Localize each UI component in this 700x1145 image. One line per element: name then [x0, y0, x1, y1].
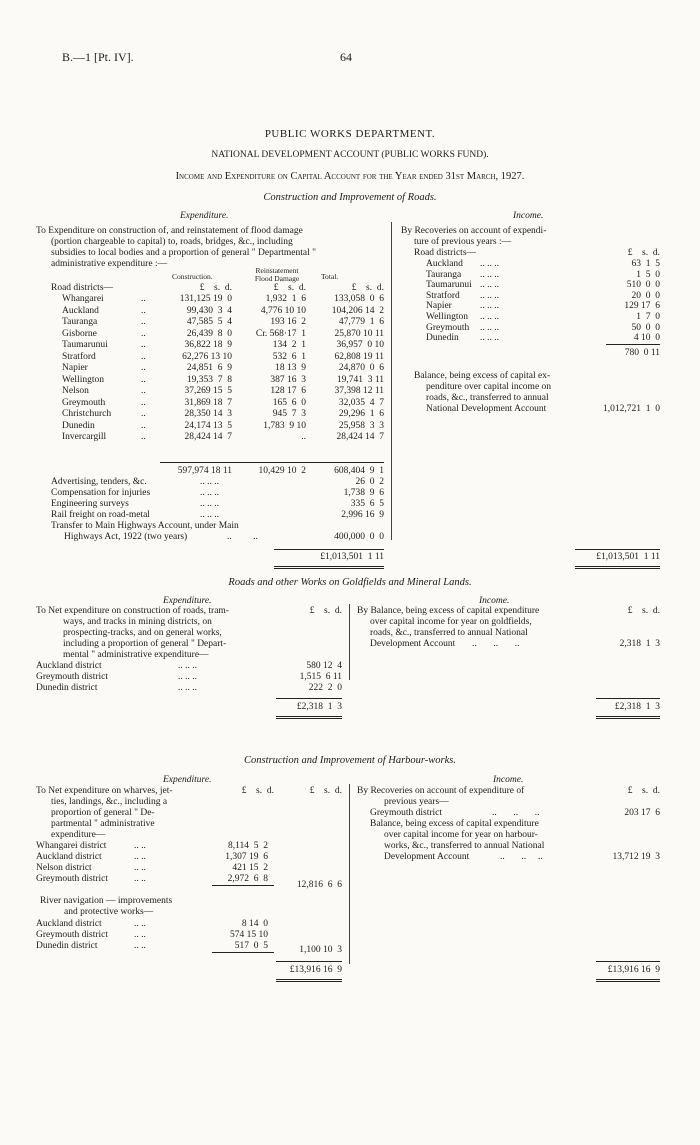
roads-section-title: Construction and Improvement of Roads. — [263, 192, 437, 203]
district-name: Nelson — [62, 386, 89, 396]
harbour-subtotal-wharves: 12,816 6 6 — [296, 880, 342, 890]
reinstatement-value: 193 16 2 — [270, 317, 306, 327]
harbour-balance-line: Development Account — [384, 852, 470, 862]
goldfields-income-line: By Balance, being excess of capital expenditure — [357, 606, 540, 616]
harbour-district-name: Whangarei district — [36, 841, 107, 851]
reinstatement-value: 387 16 3 — [270, 374, 306, 385]
roads-intro-line: administrative expenditure :— — [51, 259, 168, 269]
income-district-name: Napier — [426, 301, 452, 312]
total-value: 24,870 0 6 — [338, 363, 384, 373]
lsd-header-detail: £ s. d. — [241, 786, 274, 796]
harbour-income-rule — [596, 961, 660, 962]
construction-value: 19,353 7 8 — [186, 374, 232, 385]
reinstatement-value: Cr. 568·17 1 — [255, 328, 306, 339]
roads-total-double-rule — [274, 566, 384, 569]
recoveries-line: ture of previous years :— — [414, 237, 512, 247]
goldfields-expenditure-total: £2,318 1 3 — [296, 702, 342, 712]
leader-dots: .. .. .. — [178, 683, 197, 693]
goldfields-district-name: Auckland district — [36, 661, 102, 671]
recoveries-line: By Recoveries on account of expendi- — [401, 226, 547, 236]
total-value: 19,741 3 11 — [336, 374, 384, 385]
construction-value: 31,869 18 7 — [184, 397, 232, 408]
harbour-district-name: Auckland district — [36, 852, 102, 862]
reinstatement-value: 134 2 1 — [272, 340, 306, 350]
roads-intro-line: subsidies to local bodies and a proportion of general " Departmental " — [51, 248, 316, 258]
other-expense-value: 335 6 5 — [350, 499, 384, 509]
leader-dots: .. .. .. — [178, 672, 197, 682]
goldfields-income-total: £2,318 1 3 — [614, 702, 660, 712]
goldfields-section-title: Roads and other Works on Goldfields and Mineral Lands. — [228, 577, 472, 588]
leader-dots: .. — [141, 363, 146, 373]
subtotal-construction: 597,974 18 11 — [177, 466, 232, 476]
roads-expenditure-heading: Expenditure. — [180, 211, 229, 221]
goldfields-total-rule — [276, 698, 342, 699]
goldfields-expenditure-heading: Expenditure. — [163, 596, 212, 606]
lsd-header: £ s. d. — [627, 786, 660, 796]
goldfields-intro-line: To Net expenditure on construction of roads, tram- — [36, 606, 229, 616]
total-value: 32,035 4 7 — [338, 397, 384, 408]
harbour-income-row-label: Greymouth district — [370, 808, 443, 818]
river-district-name: Dunedin district — [36, 941, 98, 951]
leader-dots: .. — [141, 374, 146, 385]
river-district-name: Auckland district — [36, 919, 102, 929]
district-name: Invercargill — [62, 432, 107, 442]
roads-intro-line: (portion chargeable to capital) to, roads, bridges, &c., including — [51, 237, 293, 247]
leader-dots: .. .. .. — [480, 301, 499, 312]
income-value: 1 5 0 — [636, 269, 660, 280]
leader-dots: .. .. .. — [200, 510, 219, 520]
income-value: 1 7 0 — [636, 312, 660, 322]
roads-column-divider — [391, 222, 392, 540]
leader-dots: .. .. .. — [480, 269, 499, 280]
total-value: 36,957 0 10 — [336, 340, 384, 350]
leader-dots: .. — [141, 420, 146, 431]
reinstatement-value: 18 13 9 — [275, 363, 306, 373]
leader-dots: .. .. .. — [480, 322, 499, 333]
lsd-header-total: £ s. d. — [351, 283, 384, 293]
leader-dots: .. .. .. — [472, 639, 520, 649]
goldfields-income-amount: 2,318 1 3 — [619, 639, 660, 649]
income-district-name: Stratford — [426, 290, 460, 301]
page-number: 64 — [340, 50, 352, 64]
district-name: Taumarunui — [62, 340, 108, 350]
leader-dots: .. .. — [134, 841, 146, 851]
leader-dots: .. .. .. — [178, 661, 197, 671]
reinstatement-value: 128 17 6 — [270, 386, 306, 396]
leader-dots: .. — [141, 409, 146, 419]
goldfields-district-value: 1,515 6 11 — [299, 672, 342, 682]
harbour-district-value: 421 15 2 — [232, 863, 268, 873]
lsd-header: £ s. d. — [627, 606, 660, 616]
goldfields-district-value: 222 2 0 — [308, 683, 342, 693]
harbour-double-rule — [276, 979, 342, 982]
construction-value: 37,269 15 5 — [184, 386, 232, 396]
harbour-income-heading: Income. — [493, 775, 524, 785]
harbour-recoveries-line: By Recoveries on account of expenditure of — [357, 786, 525, 796]
district-name: Stratford — [62, 351, 96, 362]
leader-dots: .. .. — [134, 930, 146, 940]
district-name: Tauranga — [62, 317, 98, 327]
leader-dots: .. .. — [134, 919, 146, 929]
harbour-intro-line: To Net expenditure on wharves, jet- — [36, 786, 173, 796]
goldfields-income-heading: Income. — [479, 596, 510, 606]
leader-dots: .. .. — [134, 863, 146, 873]
income-value: 510 0 0 — [626, 280, 660, 291]
leader-dots: .. .. .. — [200, 488, 219, 498]
balance-line: roads, &c., transferred to annual — [426, 393, 549, 403]
total-value: 37,398 12 11 — [334, 386, 384, 396]
harbour-balance-amount: 13,712 19 3 — [612, 852, 660, 862]
harbour-income-row-value: 203 17 6 — [624, 808, 660, 818]
leader-dots: .. .. .. — [492, 808, 540, 818]
goldfields-intro-line: ways, and tracks in mining districts, on — [63, 617, 212, 627]
balance-line: Balance, being excess of capital ex- — [414, 371, 551, 381]
harbour-column-divider — [349, 784, 350, 964]
river-district-name: Greymouth district — [36, 930, 109, 940]
goldfields-double-rule — [276, 716, 342, 719]
col-header-construction: Construction. — [172, 272, 213, 281]
income-subtotal-rule — [606, 344, 660, 345]
harbour-intro-line: expenditure— — [51, 830, 106, 840]
col-header-reinstatement: Reinstatement Flood Damage — [254, 266, 300, 283]
balance-amount: 1,012,721 1 0 — [603, 404, 660, 414]
income-value: 20 0 0 — [631, 290, 660, 301]
construction-value: 36,822 18 9 — [184, 340, 232, 350]
leader-dots: .. .. .. — [480, 333, 499, 344]
construction-value: 62,276 13 10 — [182, 351, 232, 362]
district-name: Christchurch — [62, 409, 112, 419]
harbour-district-value: 2,972 6 8 — [227, 874, 268, 884]
goldfields-intro-line: including a proportion of general " Depart- — [63, 639, 227, 649]
roads-expenditure-total: £1,013,501 1 11 — [320, 552, 384, 562]
roads-total-rule — [274, 549, 384, 550]
harbour-intro-line: ties, landings, &c., including a — [51, 797, 168, 807]
total-value: 62,808 19 11 — [334, 351, 384, 362]
reinstatement-value: .. — [301, 432, 306, 442]
leader-dots: .. .. — [134, 852, 146, 862]
reinstatement-value: 1,932 1 6 — [265, 294, 306, 304]
harbour-subtotal-river: 1,100 10 3 — [299, 945, 342, 955]
total-value: 28,424 14 7 — [336, 432, 384, 442]
lsd-header-construction: £ s. d. — [199, 283, 232, 293]
goldfields-district-value: 580 12 4 — [306, 661, 342, 671]
other-expense-label: Rail freight on road-metal — [51, 510, 150, 520]
subtotal-total: 608,404 9 1 — [334, 466, 384, 476]
transfer-line: Highways Act, 1922 (two years) — [64, 532, 188, 542]
leader-dots: .. — [141, 328, 146, 339]
construction-value: 24,174 13 5 — [184, 420, 232, 431]
leader-dots: .. — [141, 294, 146, 304]
income-subtotal: 780 0 11 — [624, 348, 660, 358]
goldfields-income-line: over capital income for year on goldfields, — [370, 617, 532, 627]
construction-value: 24,851 6 9 — [186, 363, 232, 373]
account-title: NATIONAL DEVELOPMENT ACCOUNT (PUBLIC WORKS FUND). — [211, 150, 489, 160]
leader-dots: .. — [141, 305, 146, 316]
harbour-district-name: Greymouth district — [36, 874, 109, 884]
district-name: Gisborne — [62, 328, 97, 339]
roads-income-heading: Income. — [513, 211, 544, 221]
roads-income-total: £1,013,501 1 11 — [596, 552, 660, 562]
goldfields-intro-line: mental " administrative expenditure— — [63, 650, 209, 660]
income-district-name: Wellington — [426, 312, 468, 322]
river-district-value: 8 14 0 — [241, 919, 268, 929]
road-districts-label: Road districts— — [51, 283, 114, 293]
leader-dots: .. — [141, 317, 146, 327]
harbour-recoveries-line: previous years— — [384, 797, 449, 807]
construction-value: 99,430 3 4 — [186, 305, 232, 316]
river-navigation-line: and protective works— — [64, 907, 154, 917]
total-value: 133,058 0 6 — [334, 294, 384, 304]
col-header-total: Total. — [321, 272, 339, 281]
harbour-district-name: Nelson district — [36, 863, 92, 873]
total-value: 47,779 1 6 — [338, 317, 384, 327]
goldfields-column-divider — [349, 604, 350, 680]
district-name: Dunedin — [62, 420, 95, 431]
reinstatement-value: 945 7 3 — [272, 409, 306, 419]
construction-value: 131,125 19 0 — [179, 294, 232, 304]
harbour-balance-line: over capital income for year on harbour- — [384, 830, 538, 840]
leader-dots: .. .. .. — [200, 499, 219, 509]
other-expense-value: 1,738 9 6 — [343, 488, 384, 498]
leader-dots: .. .. .. — [480, 312, 499, 322]
construction-value: 26,439 8 0 — [186, 328, 232, 339]
leader-dots: .. .. .. — [480, 290, 499, 301]
income-value: 50 0 0 — [631, 322, 660, 333]
harbour-intro-line: partmental " administrative — [51, 819, 155, 829]
lsd-header-total: £ s. d. — [309, 786, 342, 796]
income-district-name: Auckland — [426, 259, 463, 269]
total-value: 29,296 1 6 — [338, 409, 384, 419]
department-title: PUBLIC WORKS DEPARTMENT. — [264, 128, 436, 140]
river-district-value: 517 0 5 — [234, 941, 268, 951]
goldfields-income-line: roads, &c., transferred to annual National — [370, 628, 528, 638]
subtotal-reinstatement: 10,429 10 2 — [258, 466, 306, 476]
river-subtotal-rule — [212, 952, 274, 953]
income-total-double-rule — [575, 566, 660, 569]
total-value: 25,870 10 11 — [334, 328, 384, 339]
income-value: 4 10 0 — [633, 333, 660, 344]
road-districts-label: Road districts— — [414, 248, 477, 258]
construction-value: 47,585 5 4 — [186, 317, 232, 327]
harbour-balance-line: works, &c., transferred to annual National — [384, 841, 545, 851]
construction-value: 28,350 14 3 — [184, 409, 232, 419]
district-name: Auckland — [62, 305, 99, 316]
transfer-line: Transfer to Main Highways Account, under Main — [51, 521, 239, 531]
leader-dots: .. — [141, 432, 146, 442]
income-total-rule — [575, 549, 660, 550]
harbour-intro-line: proportion of general " De- — [51, 808, 155, 818]
statement-title: Income and Expenditure on Capital Account for the Year ended 31st March, 1927. — [175, 171, 525, 182]
harbour-total-rule — [276, 961, 342, 962]
harbour-balance-line: Balance, being excess of capital expenditure — [370, 819, 539, 829]
reinstatement-value: 165 6 0 — [272, 397, 306, 408]
harbour-subtotal-rule — [212, 885, 274, 886]
total-value: 104,206 14 2 — [331, 305, 384, 316]
lsd-header: £ s. d. — [309, 606, 342, 616]
river-district-value: 574 15 10 — [230, 930, 268, 940]
leader-dots: .. — [141, 340, 146, 350]
goldfields-district-name: Greymouth district — [36, 672, 109, 682]
leader-dots: .. .. .. — [480, 259, 499, 269]
balance-line: penditure over capital income on — [426, 382, 552, 392]
district-name: Greymouth — [62, 397, 106, 408]
goldfields-district-name: Dunedin district — [36, 683, 98, 693]
harbour-district-value: 8,114 5 2 — [227, 841, 268, 851]
harbour-income-total: £13,916 16 9 — [607, 965, 660, 975]
leader-dots: .. .. .. — [480, 280, 499, 291]
transfer-amount: 400,000 0 0 — [334, 532, 384, 542]
income-district-name: Tauranga — [426, 269, 462, 280]
leader-dots: .. — [141, 351, 146, 362]
reinstatement-value: 532 6 1 — [272, 351, 306, 362]
balance-line: National Development Account — [426, 404, 547, 414]
other-expense-value: 2,996 16 9 — [341, 510, 384, 520]
district-name: Wellington — [62, 374, 104, 385]
other-expense-label: Engineering surveys — [51, 499, 129, 509]
district-name: Napier — [62, 363, 88, 373]
harbour-expenditure-heading: Expenditure. — [163, 775, 212, 785]
leader-dots: .. .. .. — [200, 477, 219, 487]
leader-dots: .. .. — [134, 874, 146, 884]
district-name: Whangarei — [62, 294, 104, 304]
reinstatement-value: 1,783 9 10 — [263, 420, 306, 431]
harbour-expenditure-total: £13,916 16 9 — [289, 965, 342, 975]
roads-intro-line: To Expenditure on construction of, and reinstatement of flood damage — [36, 226, 303, 236]
income-value: 129 17 6 — [624, 301, 660, 312]
other-expense-value: 26 0 2 — [355, 477, 384, 487]
other-expense-label: Compensation for injuries — [51, 488, 151, 498]
income-district-name: Greymouth — [426, 322, 470, 333]
leader-dots: .. — [141, 386, 146, 396]
construction-value: 28,424 14 7 — [184, 432, 232, 442]
roads-subtotal-rule — [160, 462, 384, 463]
river-navigation-line: River navigation — improvements — [40, 896, 173, 906]
goldfields-income-line: Development Account — [370, 639, 456, 649]
leader-dots: .. .. .. — [500, 852, 543, 862]
other-expense-label: Advertising, tenders, &c. — [51, 477, 147, 487]
leader-dots: .. .. — [134, 941, 146, 951]
lsd-header-reinstatement: £ s. d. — [273, 283, 306, 293]
harbour-income-double-rule — [596, 979, 660, 982]
harbour-section-title: Construction and Improvement of Harbour-works. — [243, 755, 456, 766]
income-district-name: Dunedin — [426, 333, 459, 344]
goldfields-income-double-rule — [596, 716, 660, 719]
lsd-header-income: £ s. d. — [627, 248, 660, 258]
income-district-name: Taumarunui — [426, 280, 472, 291]
report-reference: B.—1 [Pt. IV]. — [62, 50, 134, 64]
harbour-district-value: 1,307 19 6 — [225, 852, 268, 862]
goldfields-intro-line: prospecting-tracks, and on general works, — [63, 628, 222, 638]
reinstatement-value: 4,776 10 10 — [260, 305, 306, 316]
leader-dots: .. — [141, 397, 146, 408]
total-value: 25,958 3 3 — [338, 420, 384, 431]
leader-dots: .. .. — [227, 532, 258, 542]
goldfields-income-rule — [596, 698, 660, 699]
income-value: 63 1 5 — [631, 259, 660, 269]
